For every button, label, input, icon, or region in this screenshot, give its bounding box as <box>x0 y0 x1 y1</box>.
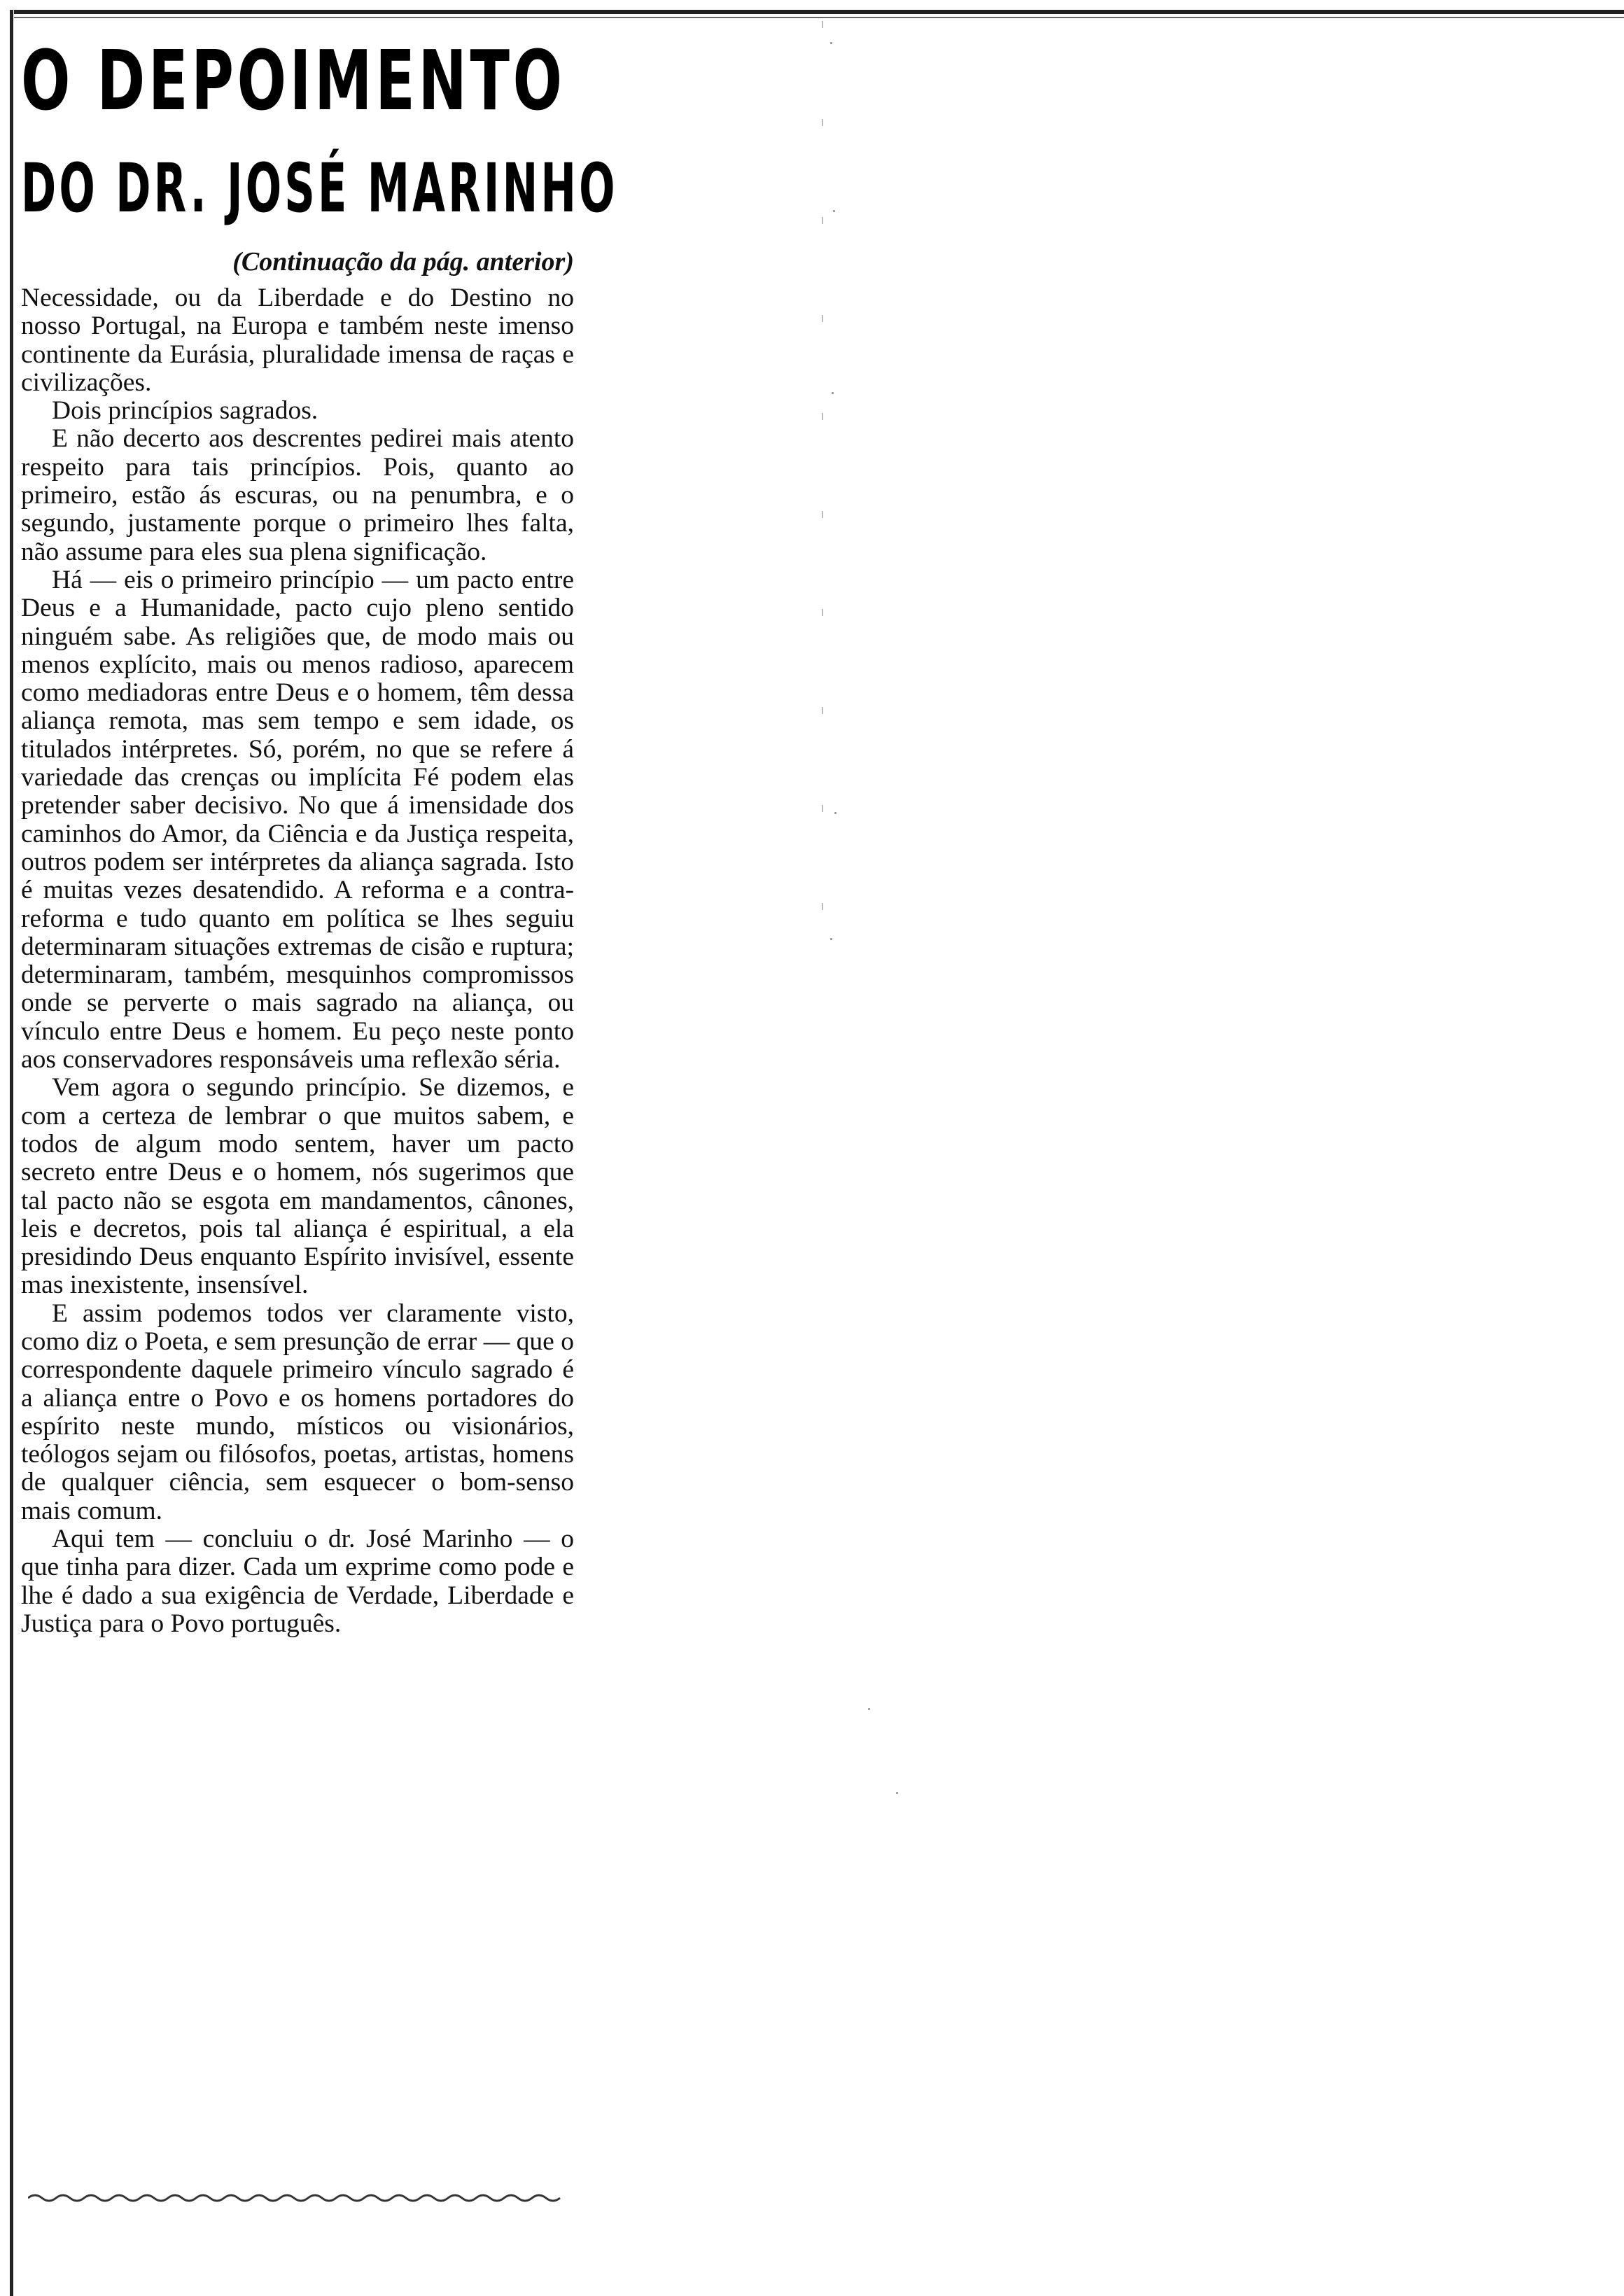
paragraph: E assim podemos todos ver claramente visto, como diz o Poeta, e sem presunção de errar — que o correspondente daquele primeiro vínculo sagrado é a aliança entre o Povo e os homens portadores do espírito neste mundo, místicos ou visionários, teólogos sejam ou filósofos, poetas, artistas, homens de qualquer ciência, sem esquecer o bom-senso mais comum. <box>21 1298 574 1525</box>
paragraph: Necessidade, ou da Liberdade e do Destino no nosso Portugal, na Europa e também neste imenso continente da Eurásia, pluralidade imensa de raças e civilizações. <box>21 284 574 397</box>
left-column-rule <box>10 10 13 2296</box>
top-border-rule-thin <box>14 17 1624 18</box>
print-speck <box>834 812 836 814</box>
article <box>21 28 618 1638</box>
paragraph: Vem agora o segundo princípio. Se dizemos, e com a certeza de lembrar o que muitos sabem, e todos de algum modo sentem, haver um pacto secreto entre Deus e o homem, nós sugerimos que tal pacto não se esgota em mandamentos, cânones, leis e decretos, pois tal aliança é espiritual, a ela presidindo Deus enquanto Espírito invisível, essente mas inexistente, insensível. <box>21 1073 574 1300</box>
paragraph: Dois princípios sagrados. <box>52 396 318 426</box>
top-border-rule <box>14 10 1624 14</box>
print-speck <box>868 1708 870 1710</box>
end-of-article-wavy-rule <box>28 2191 567 2205</box>
column-divider <box>822 21 823 1001</box>
continuation-note: (Continuação da pág. anterior) <box>232 247 574 276</box>
print-speck <box>830 938 832 940</box>
headline-line-1: O DEPOIMENTO <box>21 32 566 129</box>
print-speck <box>830 42 832 44</box>
headline-line-2: DO DR. JOSÉ MARINHO <box>21 149 618 227</box>
article-body <box>21 284 574 1638</box>
paragraph: Há — eis o primeiro princípio — um pacto entre Deus e a Humanidade, pacto cujo pleno sentido ninguém sabe. As religiões que, de modo mais ou menos explícito, mais ou menos radioso, aparecem como mediadoras entre Deus e o homem, têm dessa aliança remota, mas sem tempo e sem idade, os titulados intérpretes. Só, porém, no que se refere á variedade das crenças ou implícita Fé podem elas pretender saber decisivo. No que á imensidade dos caminhos do Amor, da Ciência e da Justiça respeita, outros podem ser intérpretes da aliança sagrada. Isto é muitas vezes desatendido. A reforma e a contra-reforma e tudo quanto em política se lhes seguiu determinaram situações extremas de cisão e ruptura; determinaram, também, mesquinhos compromissos onde se perverte o mais sagrado na aliança, ou vínculo entre Deus e homem. Eu peço neste ponto aos conservadores responsáveis uma reflexão séria. <box>21 565 574 1074</box>
paragraph: E não decerto aos descrentes pedirei mais atento respeito para tais princípios. Pois, quanto ao primeiro, estão ás escuras, ou na penumbra, e o segundo, justamente porque o primeiro lhes falta, não assume para eles sua plena significação. <box>21 424 574 566</box>
paragraph: Aqui tem — concluiu o dr. José Marinho — o que tinha para dizer. Cada um exprime como pode e lhe é dado a sua exigência de Verdade, Liberdade e Justiça para o Povo português. <box>21 1525 574 1638</box>
print-speck <box>832 392 834 394</box>
print-speck <box>833 210 835 212</box>
print-speck <box>896 1792 898 1794</box>
